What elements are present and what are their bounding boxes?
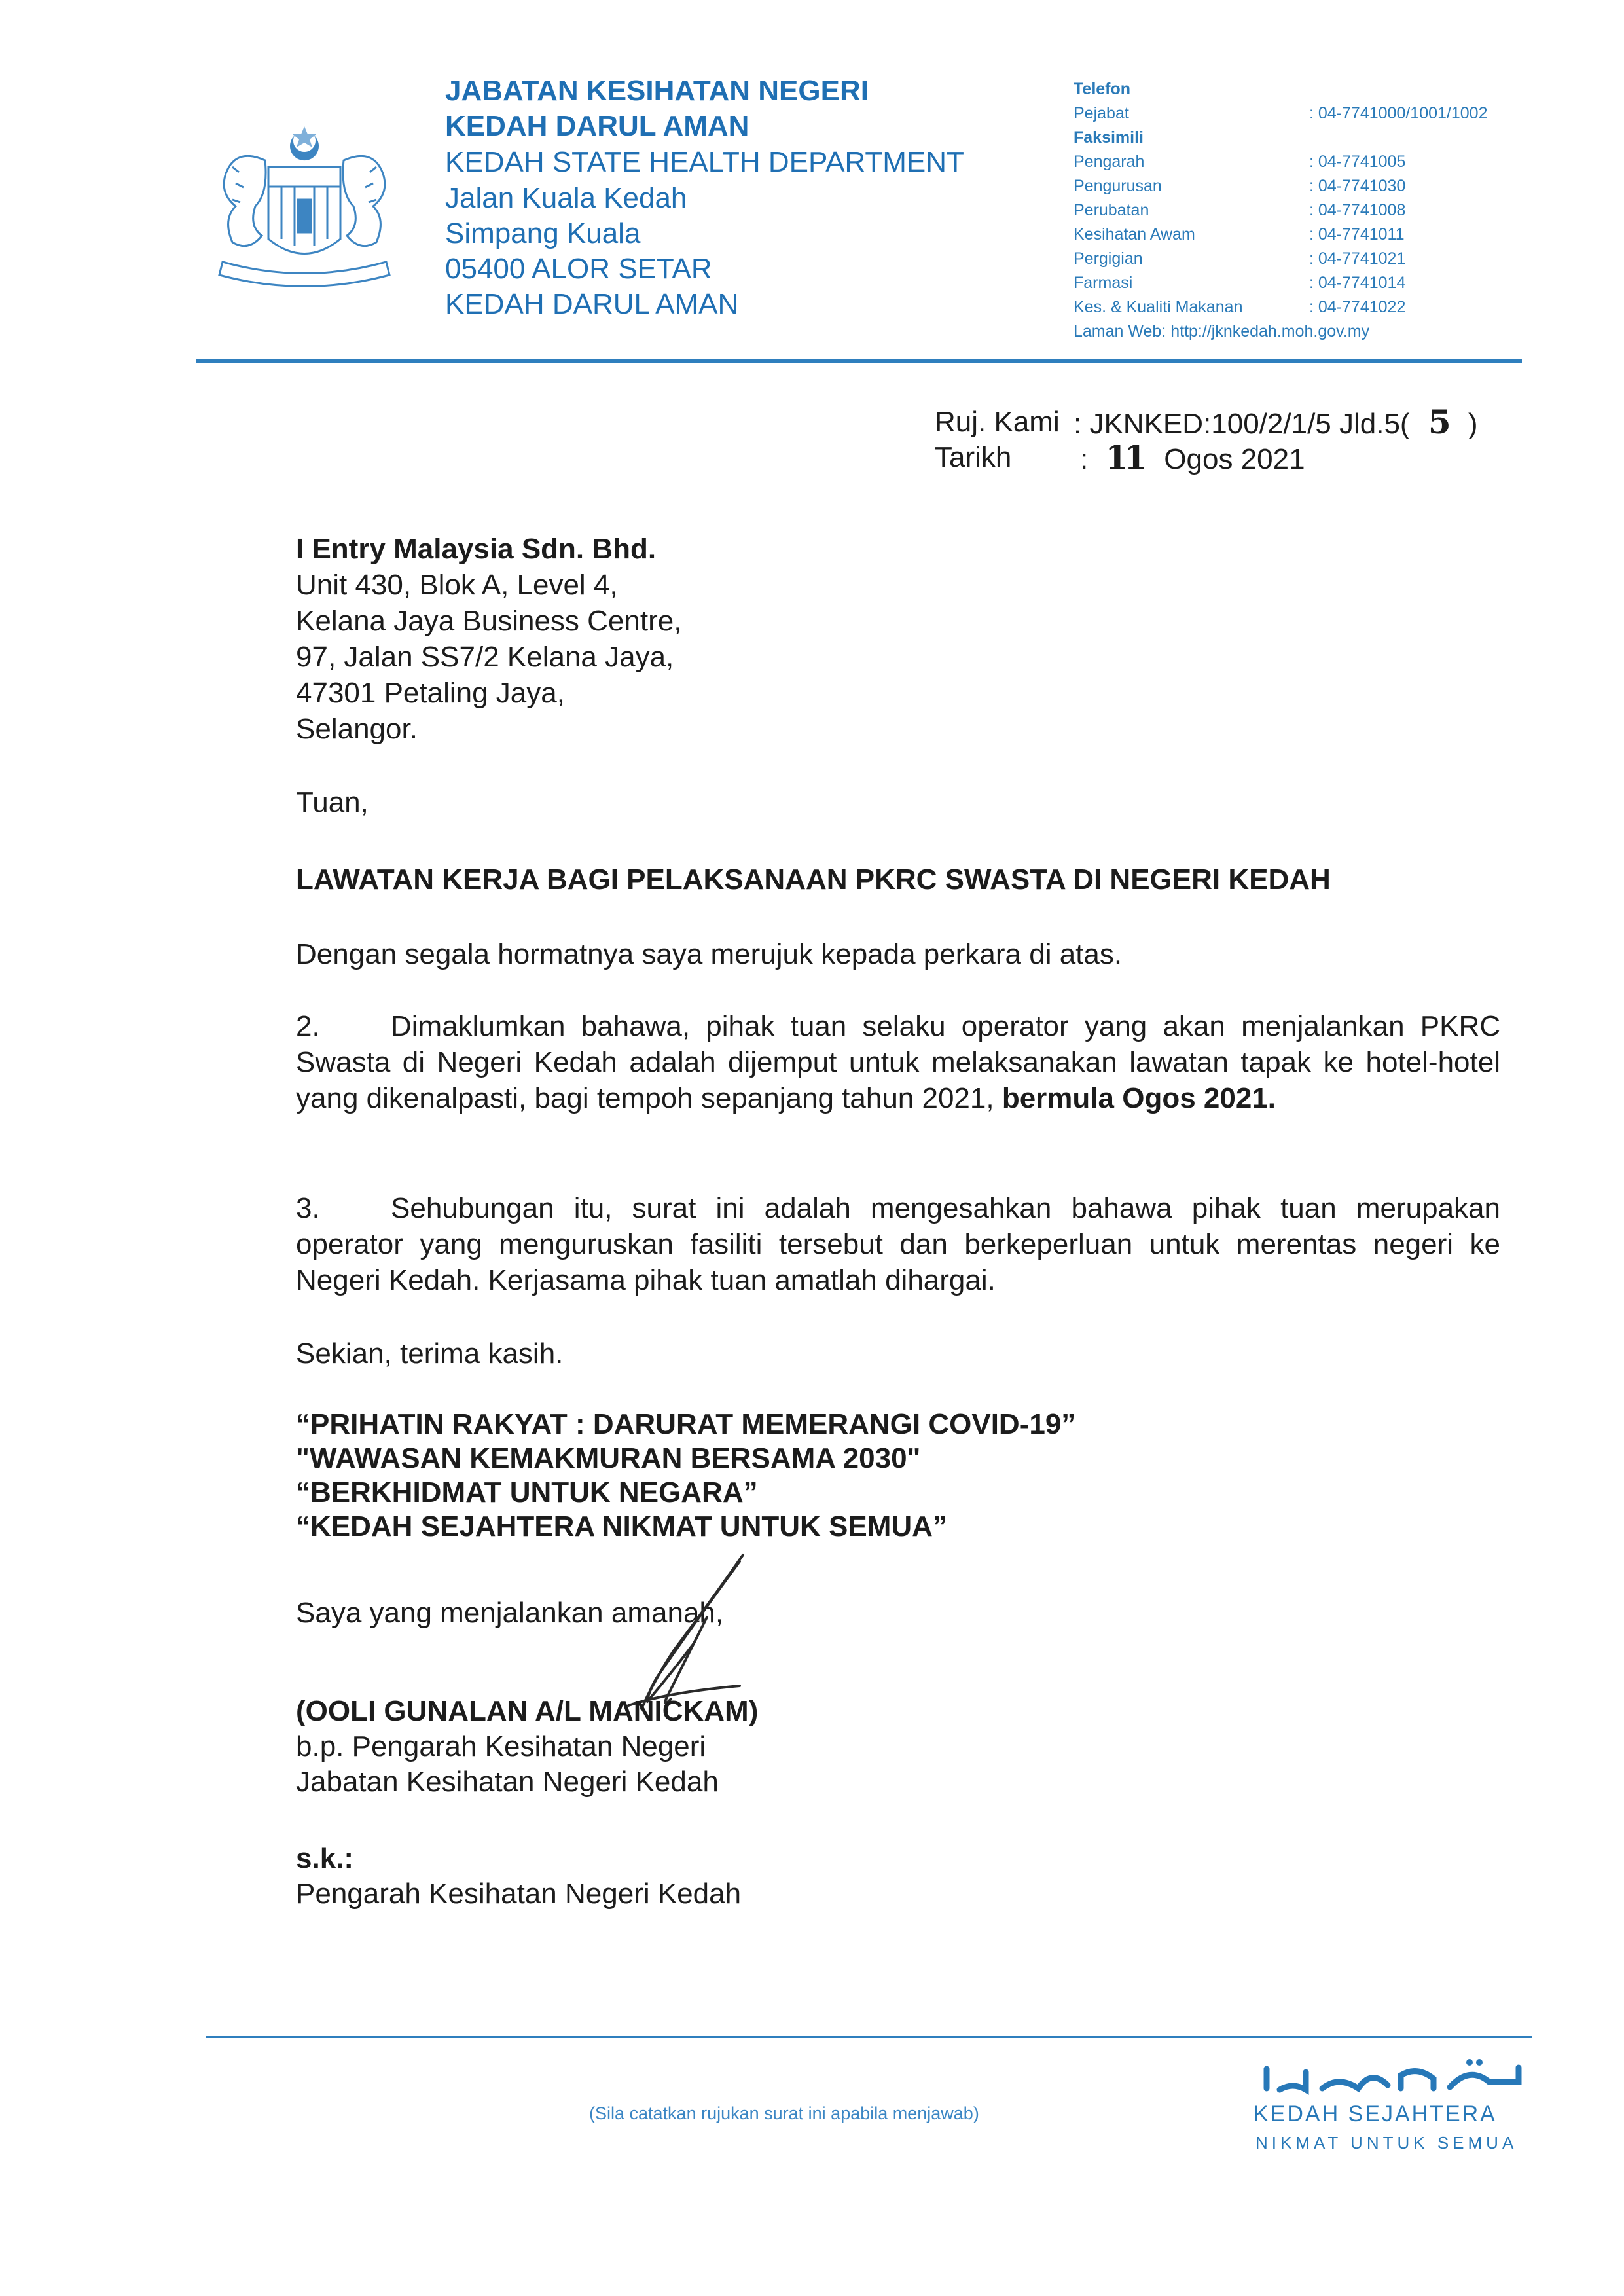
date-handwritten-day: 11 bbox=[1105, 438, 1144, 477]
footer-divider bbox=[206, 2036, 1532, 2038]
signatory-name: (OOLI GUNALAN A/L MANICKAM) bbox=[296, 1695, 759, 1727]
contact-label: Farmasi bbox=[1074, 274, 1133, 292]
recipient-address-line: Kelana Jaya Business Centre, bbox=[296, 605, 682, 637]
signatory-title: b.p. Pengarah Kesihatan Negeri bbox=[296, 1730, 706, 1762]
cc-item: Pengarah Kesihatan Negeri Kedah bbox=[296, 1878, 742, 1910]
paragraph-3-number: 3. bbox=[296, 1192, 320, 1224]
paragraph-1: Dengan segala hormatnya saya merujuk kepada perkara di atas. bbox=[296, 938, 1123, 970]
org-address-line: KEDAH DARUL AMAN bbox=[445, 288, 739, 320]
contact-label: Perubatan bbox=[1074, 201, 1149, 219]
date-value: Ogos 2021 bbox=[1164, 443, 1305, 475]
paragraph-2-bold-text: bermula Ogos 2021. bbox=[1001, 1082, 1276, 1114]
contact-value: : 04-7741011 bbox=[1309, 225, 1405, 244]
date-value-line bbox=[1080, 440, 1305, 477]
contact-value: : 04-7741030 bbox=[1309, 177, 1406, 195]
recipient-block bbox=[296, 531, 1500, 747]
contact-label: Kes. & Kualiti Makanan bbox=[1074, 298, 1243, 316]
slogan-line: “BERKHIDMAT UNTUK NEGARA” bbox=[296, 1476, 758, 1508]
paragraph-2-number: 2. bbox=[296, 1010, 320, 1042]
contact-value: : 04-7741014 bbox=[1309, 274, 1406, 292]
footer-reference-note: (Sila catatkan rujukan surat ini apabila menjawab) bbox=[589, 2104, 979, 2123]
reference-label: Ruj. Kami bbox=[935, 406, 1060, 438]
contact-value: : 04-7741008 bbox=[1309, 201, 1406, 219]
signatory-block bbox=[296, 1694, 1500, 1800]
kedah-logo-subtitle: NIKMAT UNTUK SEMUA bbox=[1255, 2133, 1518, 2153]
sign-off: Saya yang menjalankan amanah, bbox=[296, 1597, 724, 1629]
paragraph-2 bbox=[296, 1008, 1500, 1116]
contact-value: : 04-7741021 bbox=[1309, 249, 1406, 268]
reference-close-paren: ) bbox=[1468, 408, 1478, 440]
contact-label: Kesihatan Awam bbox=[1074, 225, 1195, 244]
reference-number bbox=[1074, 405, 1478, 442]
contact-label: Pejabat bbox=[1074, 104, 1129, 122]
recipient-name: I Entry Malaysia Sdn. Bhd. bbox=[296, 533, 657, 565]
paragraph-3-text: Sehubungan itu, surat ini adalah mengesahkan bahawa pihak tuan merupakan operator yang menguruskan fasiliti tersebut dan berkeperluan untuk merentas negeri ke Negeri Kedah. Kerjasama pihak tuan amatlah dihargai. bbox=[296, 1192, 1500, 1296]
header-divider bbox=[196, 359, 1522, 363]
contact-label: Pengurusan bbox=[1074, 177, 1162, 195]
recipient-address-line: 47301 Petaling Jaya, bbox=[296, 677, 565, 709]
org-name-english: KEDAH STATE HEALTH DEPARTMENT bbox=[445, 146, 964, 178]
cc-block bbox=[296, 1841, 1500, 1912]
malaysia-coat-of-arms-icon bbox=[196, 121, 412, 298]
kedah-logo-title: KEDAH SEJAHTERA bbox=[1254, 2102, 1497, 2126]
paragraph-3 bbox=[296, 1190, 1500, 1298]
reference-handwritten-number: 5 bbox=[1428, 403, 1451, 441]
letter-subject: LAWATAN KERJA BAGI PELAKSANAAN PKRC SWASTA DI NEGERI KEDAH bbox=[296, 864, 1331, 896]
salutation: Tuan, bbox=[296, 786, 369, 818]
slogan-line: “KEDAH SEJAHTERA NIKMAT UNTUK SEMUA” bbox=[296, 1510, 947, 1542]
paragraph-2-text: Dimaklumkan bahawa, pihak tuan selaku operator yang akan menjalankan PKRC Swasta di Negeri Kedah adalah dijemput untuk melaksanakan lawatan tapak ke hotel-hotel yang dikenalpasti, bagi tempoh sepanjang tahun 2021, bbox=[296, 1010, 1500, 1114]
contact-value: : 04-7741022 bbox=[1309, 298, 1406, 316]
contact-value: : 04-7741000/1001/1002 bbox=[1309, 104, 1488, 122]
recipient-address-line: 97, Jalan SS7/2 Kelana Jaya, bbox=[296, 641, 674, 673]
contact-value: : 04-7741005 bbox=[1309, 153, 1406, 171]
org-name-line2: KEDAH DARUL AMAN bbox=[445, 110, 749, 142]
contact-label: Telefon bbox=[1074, 80, 1131, 98]
recipient-address-line: Unit 430, Blok A, Level 4, bbox=[296, 569, 618, 601]
recipient-address-line: Selangor. bbox=[296, 713, 418, 745]
reference-value: : JKNKED:100/2/1/5 Jld.5( bbox=[1074, 408, 1410, 440]
closing-line: Sekian, terima kasih. bbox=[296, 1338, 564, 1370]
contact-label: Faksimili bbox=[1074, 128, 1144, 147]
slogan-line: “PRIHATIN RAKYAT : DARURAT MEMERANGI COVID-19” bbox=[296, 1408, 1076, 1440]
contact-label: Pergigian bbox=[1074, 249, 1143, 268]
date-colon: : bbox=[1080, 443, 1089, 475]
kedah-sejahtera-jawi-logo-icon bbox=[1260, 2056, 1528, 2096]
contact-label: Laman Web: http://jknkedah.moh.gov.my bbox=[1074, 322, 1370, 340]
slogans-block bbox=[296, 1408, 1500, 1544]
org-address-line: Simpang Kuala bbox=[445, 217, 641, 249]
org-name-line1: JABATAN KESIHATAN NEGERI bbox=[445, 75, 869, 107]
org-address-line: 05400 ALOR SETAR bbox=[445, 253, 712, 285]
contact-label: Pengarah bbox=[1074, 153, 1145, 171]
date-label: Tarikh bbox=[935, 441, 1012, 473]
org-address-line: Jalan Kuala Kedah bbox=[445, 182, 687, 214]
cc-label: s.k.: bbox=[296, 1842, 354, 1874]
signatory-department: Jabatan Kesihatan Negeri Kedah bbox=[296, 1766, 719, 1798]
slogan-line: "WAWASAN KEMAKMURAN BERSAMA 2030" bbox=[296, 1442, 921, 1474]
